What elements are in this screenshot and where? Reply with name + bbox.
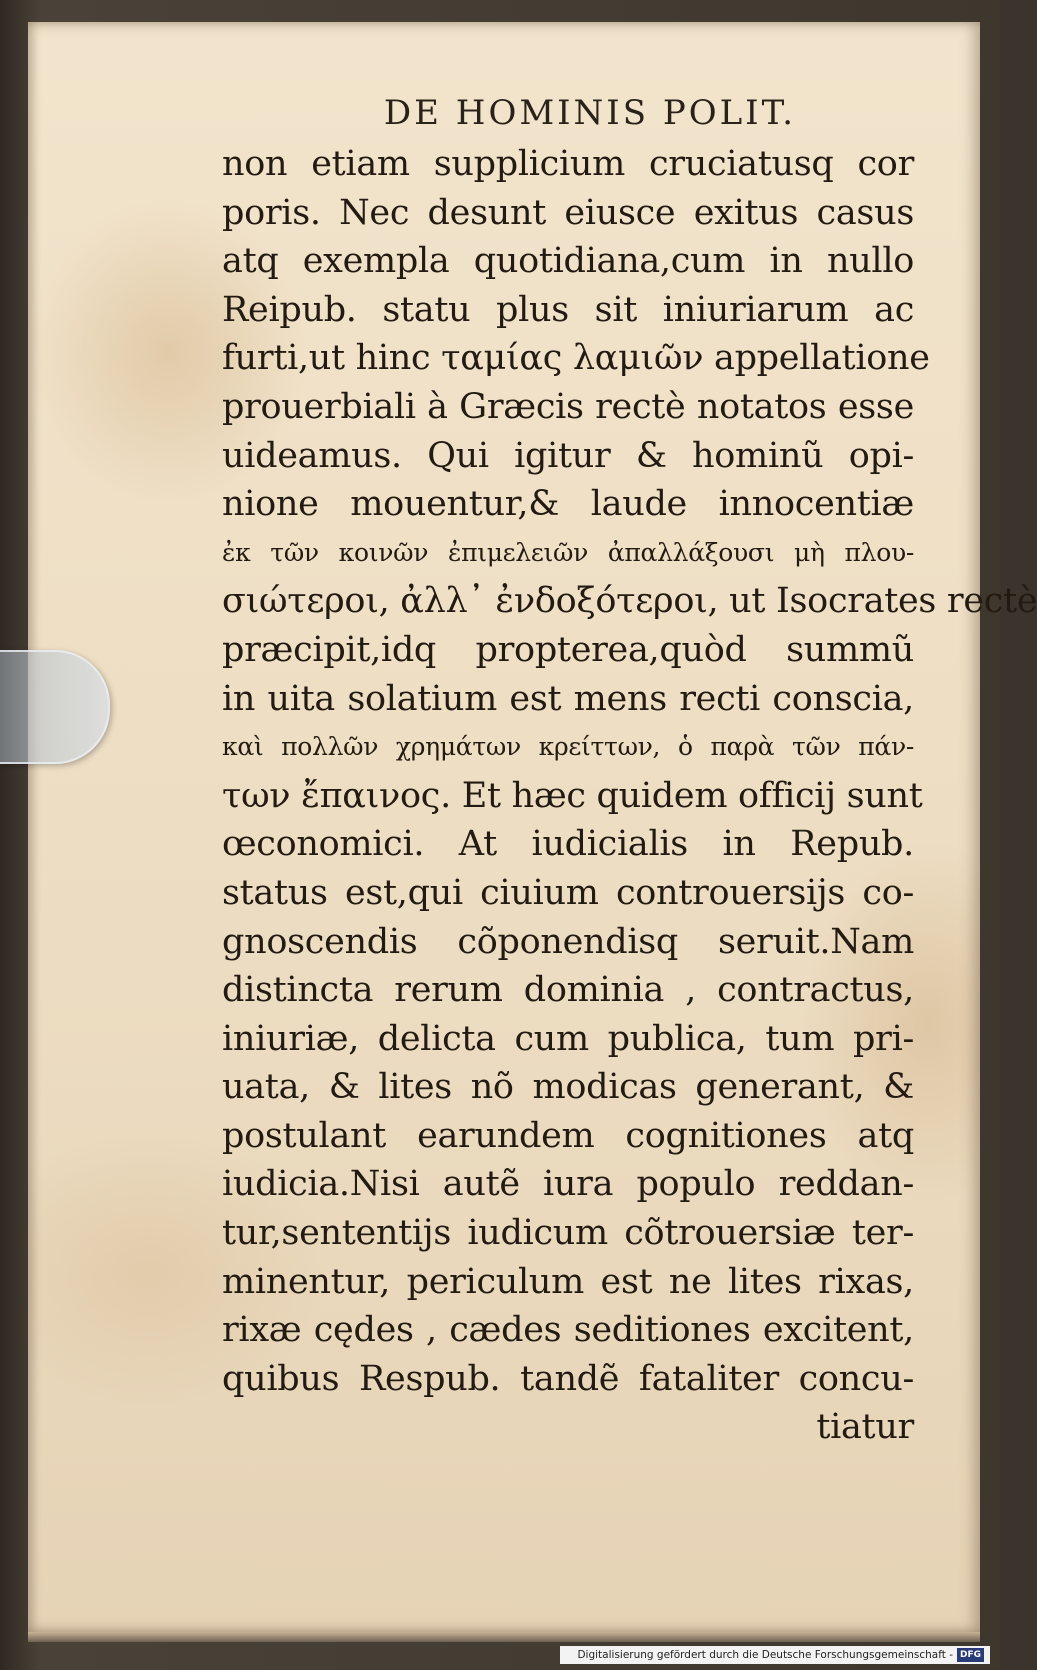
running-head: DE HOMINIS POLIT.	[383, 93, 797, 133]
text-line: œconomici. At iudicialis in Repub.	[222, 824, 914, 865]
text-line: nione mouentur,& laude innocentiæ	[222, 484, 914, 525]
page-clip	[0, 650, 110, 764]
body-text	[222, 140, 1037, 1452]
text-line: quibus Respub. tandẽ fataliter concu-	[222, 1358, 914, 1399]
text-line: atq exempla quotidiana,cum in nullo	[222, 241, 914, 282]
catchword: tiatur	[816, 1407, 914, 1448]
text-line: minentur, periculum est ne lites rixas,	[222, 1261, 914, 1302]
text-line: σιώτεροι, ἀλλ᾽ ἐνδοξότεροι, ut Isocrates rectè	[222, 581, 1037, 622]
text-line: tur,sententijs iudicum cõtrouersiæ ter-	[222, 1213, 914, 1254]
text-line: των ἔπαινος. Et hæc quidem officij sunt	[222, 775, 923, 816]
text-line: præcipit,idq propterea,quòd summũ	[222, 629, 914, 670]
greek-line: ἐκ τῶν κοινῶν ἐπιμελειῶν ἀπαλλάξουσι μὴ πλου-	[222, 537, 914, 567]
text-line: distincta rerum dominia , contractus,	[222, 970, 914, 1011]
text-line: iniuriæ, delicta cum publica, tum pri-	[222, 1018, 914, 1059]
text-line: in uita solatium est mens recti conscia,	[222, 678, 914, 719]
text-line: uideamus. Qui igitur & hominũ opi-	[222, 435, 914, 476]
text-line: uata, & lites nõ modicas generant, &	[222, 1067, 914, 1108]
text-line: iudicia.Nisi autẽ iura populo reddan-	[222, 1164, 914, 1205]
text-line: gnoscendis cõponendisq seruit.Nam	[222, 921, 914, 962]
text-line: poris. Nec desunt eiusce exitus casus	[222, 192, 914, 233]
text-line: non etiam supplicium cruciatusq cor	[222, 144, 914, 184]
footer-credit: Digitalisierung gefördert durch die Deutsche Forschungsgemeinschaft -	[577, 1649, 953, 1661]
greek-line: καὶ πολλῶν χρημάτων κρείττων, ὁ παρὰ τῶν πάν-	[222, 732, 914, 762]
text-line: rixæ cędes , cædes seditiones excitent,	[222, 1310, 914, 1351]
text-line: furti,ut hinc ταμίας λαμιῶν appellatione	[222, 338, 930, 379]
page-edge	[28, 1632, 980, 1642]
text-line: status est,qui ciuium controuersijs co-	[222, 872, 914, 913]
text-line: Reipub. statu plus sit iniuriarum ac	[222, 289, 914, 330]
digitization-footer	[560, 1646, 990, 1664]
text-line: postulant earundem cognitiones atq	[222, 1115, 914, 1156]
dfg-logo-icon: DFG	[957, 1648, 984, 1662]
text-line: prouerbiali à Græcis rectè notatos esse	[222, 386, 914, 427]
